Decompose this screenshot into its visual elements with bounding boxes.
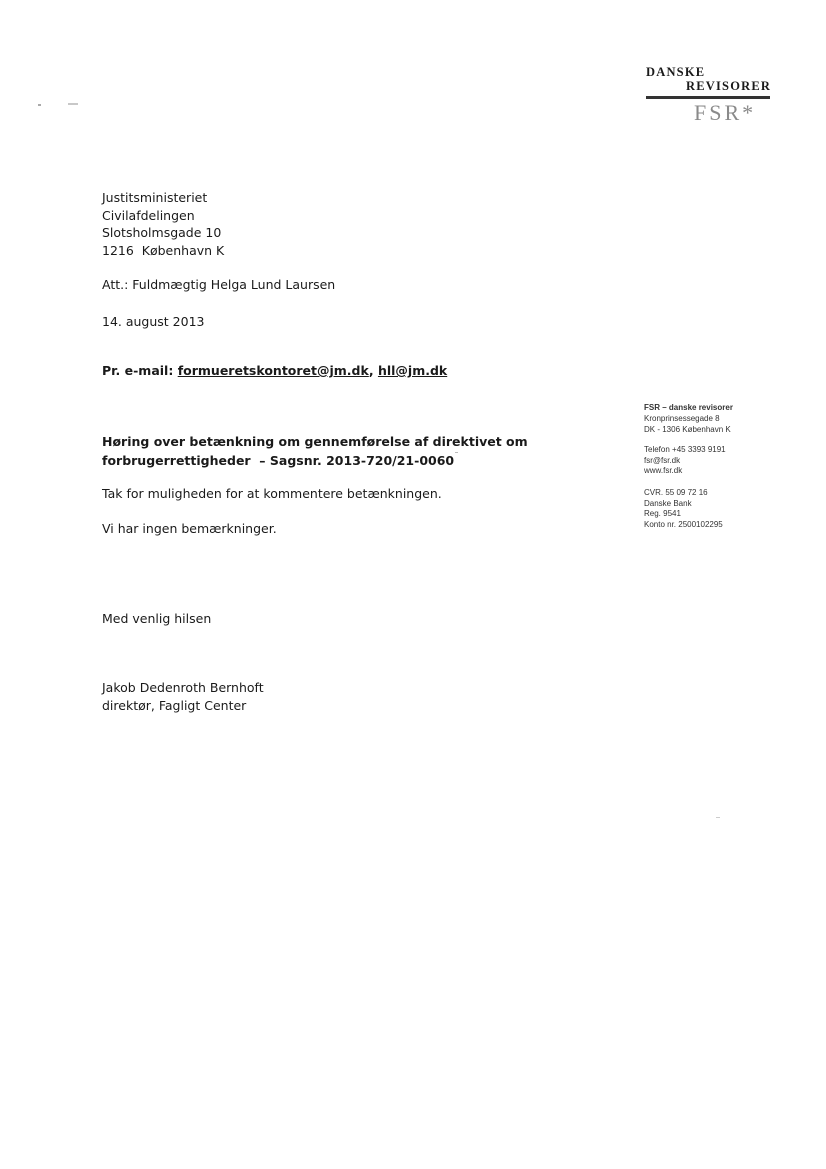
logo-text-line2: REVISORER (686, 79, 772, 93)
sender-contact (644, 445, 726, 477)
sender-email-link[interactable]: fsr@fsr.dk (644, 455, 681, 465)
recipient-line: 1216 København K (102, 242, 225, 258)
sender-reg: Reg. 9541 (644, 509, 681, 518)
email-link-formueret[interactable]: formueretskontoret@jm.dk (177, 363, 369, 378)
sender-cvr: CVR. 55 09 72 16 (644, 488, 708, 497)
fsr-logo-mark: FSR* (694, 100, 757, 125)
recipient-address (102, 189, 224, 259)
sender-address-line: Kronprinsessegade 8 (644, 414, 720, 423)
body-paragraph-1: Tak for muligheden for at kommentere betænkningen. (102, 486, 442, 501)
recipient-line: Slotsholmsgade 10 (102, 225, 222, 240)
recipient-line: Justitsministeriet (102, 190, 208, 205)
email-separator: , (368, 363, 378, 378)
sender-address-line: DK - 1306 København K (644, 424, 731, 434)
sender-website-link[interactable]: www.fsr.dk (644, 466, 683, 475)
body-paragraph-2: Vi har ingen bemærkninger. (102, 521, 277, 536)
email-line (102, 362, 447, 380)
sender-bank-details (644, 488, 723, 530)
scan-speck (455, 452, 458, 453)
sender-phone: Telefon +45 3393 9191 (644, 445, 726, 454)
email-link-hll[interactable]: hll@jm.dk (377, 363, 448, 378)
subject-line2: forbrugerrettigheder – Sagsnr. 2013-720/21-0060 (102, 453, 455, 468)
signer-name: Jakob Dedenroth Bernhoft (102, 680, 264, 695)
subject-heading (102, 432, 528, 470)
scan-speck (716, 817, 720, 818)
signature-block (102, 679, 264, 714)
sender-address (644, 414, 731, 435)
sender-bank-name: Danske Bank (644, 498, 692, 508)
logo-text-line1: DANSKE (646, 65, 706, 79)
letter-date: 14. august 2013 (102, 314, 205, 329)
scan-speck (38, 104, 41, 106)
attention-line: Att.: Fuldmægtig Helga Lund Laursen (102, 277, 336, 292)
sender-org-name: FSR – danske revisorer (644, 403, 733, 412)
subject-line1: Høring over betænkning om gennemførelse af direktivet om (102, 434, 528, 449)
sender-account: Konto nr. 2500102295 (644, 519, 723, 529)
signer-title: direktør, Fagligt Center (102, 697, 247, 713)
logo-rule (646, 96, 770, 99)
email-prefix: Pr. e-mail: (102, 363, 178, 378)
recipient-line: Civilafdelingen (102, 207, 195, 223)
closing-phrase: Med venlig hilsen (102, 611, 212, 626)
scan-speck (68, 103, 78, 105)
